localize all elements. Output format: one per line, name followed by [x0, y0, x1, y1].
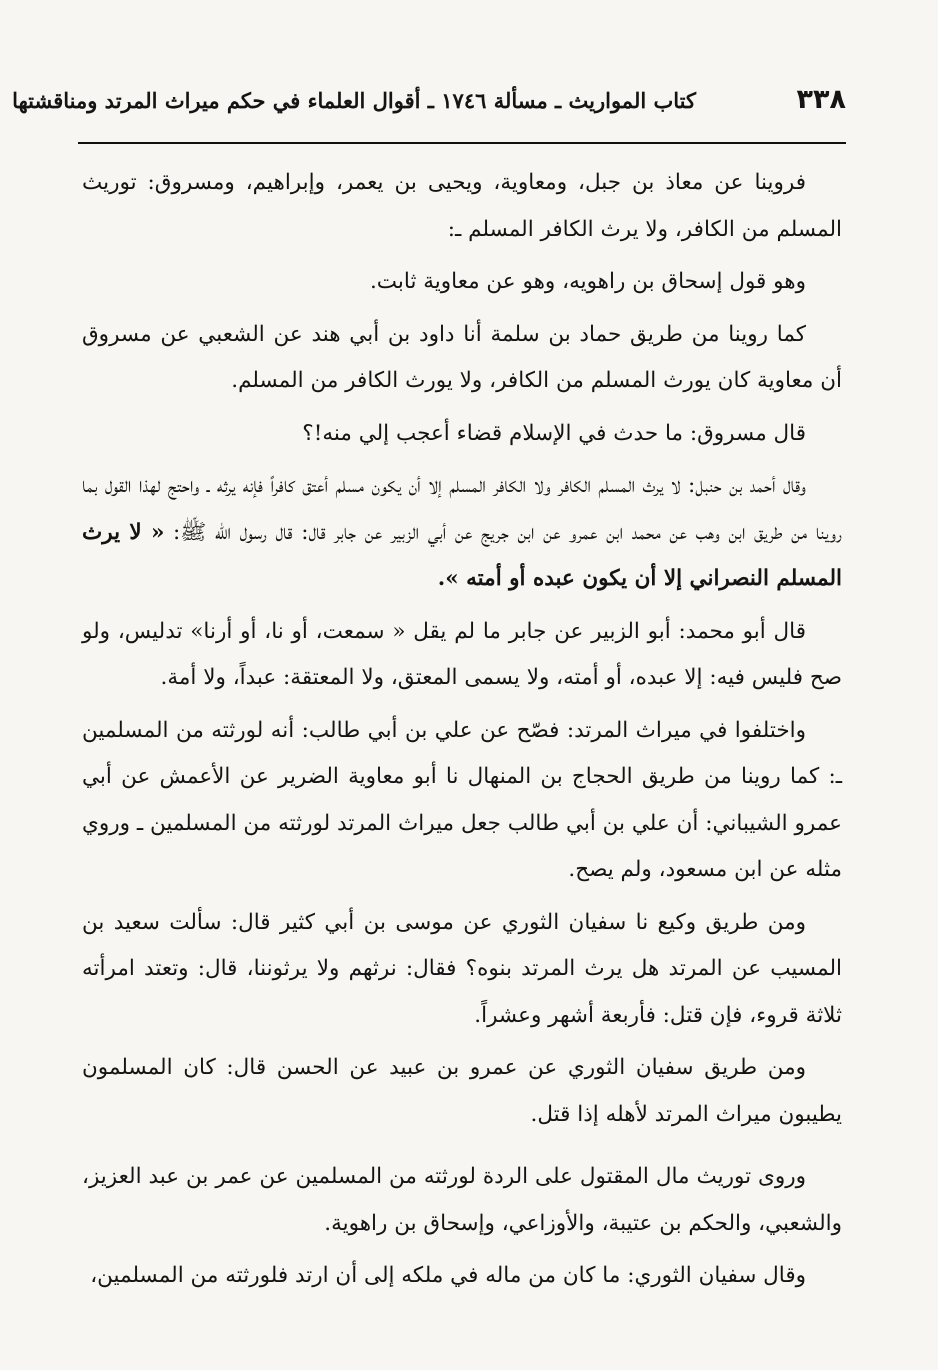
- running-head: كتاب المواريث ـ مسألة ١٧٤٦ ـ أقوال العلماء في حكم ميراث المرتد ومناقشتها: [12, 88, 696, 113]
- paragraph-3: كما روينا من طريق حماد بن سلمة أنا داود بن أبي هند عن الشعبي عن مسروق أن معاوية كان يورث المسلم من الكافر، ولا يورث الكافر من المسلم.: [82, 321, 842, 393]
- hadith-quote: « لا يرث المسلم النصراني إلا أن يكون عبده أو أمته ».: [82, 519, 842, 591]
- paragraph-1: فروينا عن معاذ بن جبل، ومعاوية، ويحيى بن يعمر، وإبراهيم، ومسروق: توريث المسلم من الكافر، ولا يرث الكافر المسلم ـ:: [82, 170, 842, 242]
- paragraph-4: قال مسروق: ما حدث في الإسلام قضاء أعجب إلي منه!؟: [302, 420, 806, 446]
- page-header: [12, 78, 846, 128]
- paragraph-9: ومن طريق سفيان الثوري عن عمرو بن عبيد عن الحسن قال: كان المسلمون يطيبون ميراث المرتد لأهله إذا قتل.: [82, 1055, 842, 1127]
- paragraph-10: وروى توريث مال المقتول على الردة لورثته من المسلمين عن عمر بن عبد العزيز، والشعبي، والحكم بن عتيبة، والأوزاعي، وإسحاق بن راهوية.: [82, 1164, 842, 1236]
- paragraph-2: وهو قول إسحاق بن راهويه، وهو عن معاوية ثابت.: [369, 269, 806, 294]
- paragraph-11: وقال سفيان الثوري: ما كان من ماله في ملكه إلى أن ارتد فلورثته من المسلمين،: [90, 1263, 806, 1288]
- paragraph-7: واختلفوا في ميراث المرتد: فصّح عن علي بن أبي طالب: أنه لورثته من المسلمين ـ: كما روينا من طريق الحجاج بن المنهال نا أبو معاوية الضرير عن الأعمش عن أبي عمرو الشيباني: أن علي بن أبي طالب جعل ميراث المرتد لورثته من المسلمين ـ وروي مثله عن ابن مسعود، ولم يصح.: [82, 717, 842, 882]
- paragraph-6: قال أبو محمد: أبو الزبير عن جابر ما لم يقل « سمعت، أو نا، أو أرنا» تدليس، ولو صح فليس فيه: إلا عبده، أو أمته، ولا يسمى المعتق، ولا المعتقة: عبداً، ولا أمة.: [82, 618, 842, 690]
- header-divider: [78, 142, 846, 144]
- body-text: [82, 160, 842, 1306]
- page-number: ٣٣٨: [796, 84, 846, 115]
- paragraph-5: وقال أحمد بن حنبل: لا يرث المسلم الكافر ولا الكافر المسلم إلا أن يكون مسلم أعتق كافراً فإنه يرثه ـ واحتج لهذا القول بما روينا من طريق ابن وهب عن محمد ابن عمرو عن ابن جريج عن أبي الزبير عن جابر قال: قال رسول الله ﷺ: « لا يرث المسلم النصراني إلا أن يكون عبده أو أمته ».: [82, 473, 842, 591]
- paragraph-8: ومن طريق وكيع نا سفيان الثوري عن موسى بن أبي كثير قال: سألت سعيد بن المسيب عن المرتد هل يرث المرتد بنوه؟ فقال: نرثهم ولا يرثوننا، قال: وتعتد امرأته ثلاثة قروء، فإن قتل: فأربعة أشهر وعشراً.: [82, 909, 842, 1028]
